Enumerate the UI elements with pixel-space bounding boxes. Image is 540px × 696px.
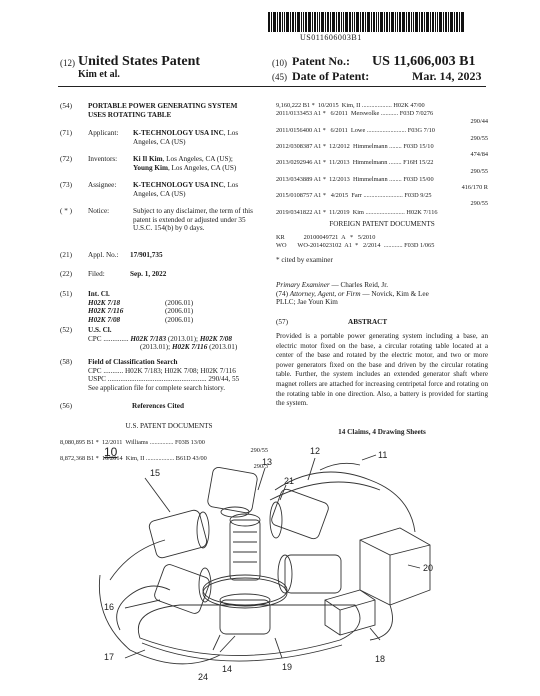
reference-row: 8,080,895 B1 * 12/2011 Williams ............... F03B 13/00 bbox=[60, 438, 205, 446]
attorney-line1: (74) Attorney, Agent, or Firm — Novick, Kim & Lee bbox=[276, 289, 429, 298]
reference-row: 2011/0156400 A1 * 6/2011 Lowe ......................... F03G 7/10 bbox=[276, 126, 435, 134]
generator-top bbox=[207, 466, 258, 517]
reference-class: 290/3 bbox=[253, 463, 268, 471]
assignee-line2: Angeles, CA (US) bbox=[133, 189, 186, 198]
attorney-line2: PLLC; Jae Youn Kim bbox=[276, 298, 338, 307]
figure-label: 18 bbox=[375, 654, 386, 664]
assignee-field bbox=[60, 181, 270, 205]
reference-row: 2015/0108757 A1 * 4/2015 Farr ......................... F03D 9/25 bbox=[276, 192, 432, 200]
patent-drawing bbox=[70, 440, 480, 685]
reference-class: 416/170 R bbox=[461, 184, 488, 192]
applicant-line1: K-TECHNOLOGY USA INC, Los bbox=[133, 129, 239, 137]
foreign-references bbox=[276, 234, 488, 250]
appl-no-value: 17/901,735 bbox=[130, 251, 163, 259]
left-column bbox=[60, 102, 273, 471]
foreign-reference-row: WO WO-2014023102 A1 * 2/2014 ............ F03D 1/065 bbox=[276, 242, 435, 250]
reference-row: 2013/0343889 A1 * 12/2013 Himmelmann ........ F03D 15/00 bbox=[276, 175, 434, 183]
control-box bbox=[325, 590, 375, 635]
figure-label: 14 bbox=[222, 664, 233, 674]
field-code: (22) bbox=[60, 270, 72, 278]
cable bbox=[275, 472, 415, 532]
generator-bottom bbox=[220, 594, 270, 634]
field-label: Appl. No.: bbox=[88, 251, 119, 259]
cited-by-examiner: * cited by examiner bbox=[276, 256, 333, 264]
field-uspc: USPC ....................................................... 290/44, 55 bbox=[88, 375, 240, 384]
figure-label: 20 bbox=[423, 563, 434, 573]
field-label: Filed: bbox=[88, 270, 105, 278]
barcode bbox=[268, 12, 464, 32]
notice-line1: Subject to any disclaimer, the term of this bbox=[133, 207, 253, 215]
base-platform bbox=[138, 605, 360, 656]
invention-title-line2: USES ROTATING TABLE bbox=[88, 110, 172, 119]
reference-class: 290/55 bbox=[250, 446, 268, 454]
reference-class: 290/55 bbox=[470, 134, 488, 142]
filed-value: Sep. 1, 2022 bbox=[130, 270, 167, 278]
patent-number: US 11,606,003 B1 bbox=[372, 54, 476, 69]
inventor-1: Ki Il Kim, Los Angeles, CA (US); bbox=[133, 155, 233, 163]
cpc-line2: (2013.01); H02K 7/116 (2013.01) bbox=[140, 343, 238, 352]
title-field bbox=[60, 102, 270, 122]
reference-class: 290/55 bbox=[470, 200, 488, 208]
central-motor bbox=[230, 520, 260, 580]
field-label: Assignee: bbox=[88, 181, 117, 189]
cable bbox=[110, 540, 165, 580]
invention-title-line1: PORTABLE POWER GENERATING SYSTEM bbox=[88, 102, 238, 110]
abstract-heading: ABSTRACT bbox=[348, 318, 388, 326]
reference-row: 2013/0292946 A1 * 11/2013 Himmelmann ........ F16H 15/22 bbox=[276, 159, 434, 167]
us-cl-field bbox=[60, 326, 270, 354]
claims-sheets: 14 Claims, 4 Drawing Sheets bbox=[338, 428, 426, 436]
field-code: ( * ) bbox=[60, 207, 72, 215]
field-label: Applicant: bbox=[88, 129, 119, 137]
int-cl-version: (2006.01) bbox=[165, 315, 194, 324]
patent-no-label: Patent No.: bbox=[292, 54, 350, 68]
abstract-text: Provided is a portable power generating system including a base, an electric motor fixed on the base, a circular rotating table located at a center of the base and rotated by the electric motor, and two or more power generators fixed on the base and driven by the circular rotating table. Further, the system includes an extended generator shaft where magnet rollers are attached for increasing centripetal force and rotating on the rotating table in one direction. Also, a battery is provided for starting the system. bbox=[276, 332, 488, 408]
figure-label: 11 bbox=[378, 450, 388, 460]
inventor-2: Young Kim, Los Angeles, CA (US) bbox=[133, 163, 237, 172]
int-cl-class: H02K 7/116 bbox=[88, 307, 124, 316]
notice-field bbox=[60, 207, 270, 241]
reference-class: 474/84 bbox=[470, 151, 488, 159]
figure-ref-main: 10 bbox=[104, 445, 118, 459]
field-code: (71) bbox=[60, 129, 72, 137]
field-code: (52) bbox=[60, 326, 72, 334]
abstract-code: (57) bbox=[276, 318, 288, 326]
notice-line3: U.S.C. 154(b) by 0 days. bbox=[133, 224, 205, 233]
field-code: (56) bbox=[60, 402, 72, 410]
foreign-docs-label: FOREIGN PATENT DOCUMENTS bbox=[329, 220, 435, 228]
figure-label: 24 bbox=[198, 672, 209, 682]
rotating-table-rim bbox=[203, 578, 287, 608]
int-cl-version: (2006.01) bbox=[165, 307, 194, 316]
field-code: (73) bbox=[60, 181, 72, 189]
field-label: U.S. Cl. bbox=[88, 326, 112, 334]
int-cl-class: H02K 7/18 bbox=[88, 298, 121, 307]
appl-no-field bbox=[60, 251, 270, 261]
field-cpc: CPC ........... H02K 7/183; H02K 7/08; H02K 7/116 bbox=[88, 366, 236, 375]
field-label: Inventors: bbox=[88, 155, 118, 163]
field-code: (21) bbox=[60, 251, 72, 259]
base-edge bbox=[142, 643, 342, 661]
foreign-reference-row: KR 20100049721 A * 5/2010 bbox=[276, 234, 376, 241]
generator-left-upper bbox=[148, 509, 209, 559]
header-rule bbox=[58, 86, 486, 87]
date-code: (45) bbox=[272, 72, 287, 82]
int-cl-field bbox=[60, 290, 270, 326]
figure-label: 16 bbox=[104, 602, 115, 612]
applicant-line2: Angeles, CA (US) bbox=[133, 137, 186, 146]
reference-class: 290/44 bbox=[470, 118, 488, 126]
field-see: See application file for complete search history. bbox=[88, 383, 226, 392]
patent-kind-title: United States Patent bbox=[78, 54, 201, 69]
cpc-line1: CPC .............. H02K 7/183 (2013.01); H02K 7/08 bbox=[88, 334, 232, 343]
primary-examiner: Primary Examiner — Charles Reid, Jr. bbox=[276, 281, 388, 289]
field-label: Field of Classification Search bbox=[88, 358, 178, 366]
us-docs-label: U.S. PATENT DOCUMENTS bbox=[125, 422, 213, 430]
reference-class: 290/55 bbox=[470, 167, 488, 175]
figure-label: 19 bbox=[282, 662, 293, 672]
figure-label: 17 bbox=[104, 652, 115, 662]
examiner-block bbox=[276, 281, 488, 307]
barcode-number: US011606003B1 bbox=[300, 33, 362, 42]
field-code: (58) bbox=[60, 358, 72, 366]
generator-right bbox=[278, 555, 341, 593]
int-cl-version: (2006.01) bbox=[165, 298, 194, 307]
field-label: Int. Cl. bbox=[88, 290, 110, 298]
field-code: (51) bbox=[60, 290, 72, 298]
inventor-line: Kim et al. bbox=[78, 69, 120, 80]
us-references-right bbox=[276, 102, 488, 217]
reference-row: 9,160,222 B1 * 10/2015 Kim, II ................... H02K 47/00 bbox=[276, 102, 425, 109]
figure-label: 13 bbox=[262, 457, 273, 467]
field-of-search bbox=[60, 358, 270, 396]
inventors-field bbox=[60, 155, 270, 179]
battery-box bbox=[360, 528, 430, 605]
reference-row: 2011/0133453 A1 * 6/2011 Merswolke ........... F03D 7/0276 bbox=[276, 110, 434, 118]
assignee-line1: K-TECHNOLOGY USA INC, Los bbox=[133, 181, 239, 189]
filed-field bbox=[60, 270, 270, 280]
rotating-table bbox=[203, 575, 287, 605]
reference-row: 8,872,368 B1 * 10/2014 Kim, II .................. B61D 43/00 bbox=[60, 455, 207, 462]
kind-code: (12) bbox=[60, 58, 75, 68]
applicant-field bbox=[60, 129, 270, 153]
patent-no-code: (10) bbox=[272, 58, 287, 68]
field-code: (72) bbox=[60, 155, 72, 163]
reference-row: 2012/0308387 A1 * 12/2012 Himmelmann ........ F03D 15/10 bbox=[276, 143, 434, 151]
field-code: (54) bbox=[60, 102, 72, 110]
cable bbox=[320, 463, 360, 470]
patent-date: Mar. 14, 2023 bbox=[412, 69, 482, 83]
generator-left-lower bbox=[153, 563, 211, 615]
figure-label: 21 bbox=[284, 476, 295, 486]
int-cl-class: H02K 7/08 bbox=[88, 315, 121, 324]
references-cited-heading bbox=[60, 402, 270, 418]
field-label: Notice: bbox=[88, 207, 110, 215]
notice-line2: patent is extended or adjusted under 35 bbox=[133, 215, 246, 224]
cable bbox=[99, 575, 220, 664]
reference-row: 2019/0341822 A1 * 11/2019 Kim ......................... H02K 7/116 bbox=[276, 208, 438, 216]
date-label: Date of Patent: bbox=[292, 69, 370, 83]
cable bbox=[370, 605, 393, 640]
figure-label: 15 bbox=[150, 468, 161, 478]
figure-label: 12 bbox=[310, 446, 321, 456]
field-label: References Cited bbox=[132, 402, 184, 410]
